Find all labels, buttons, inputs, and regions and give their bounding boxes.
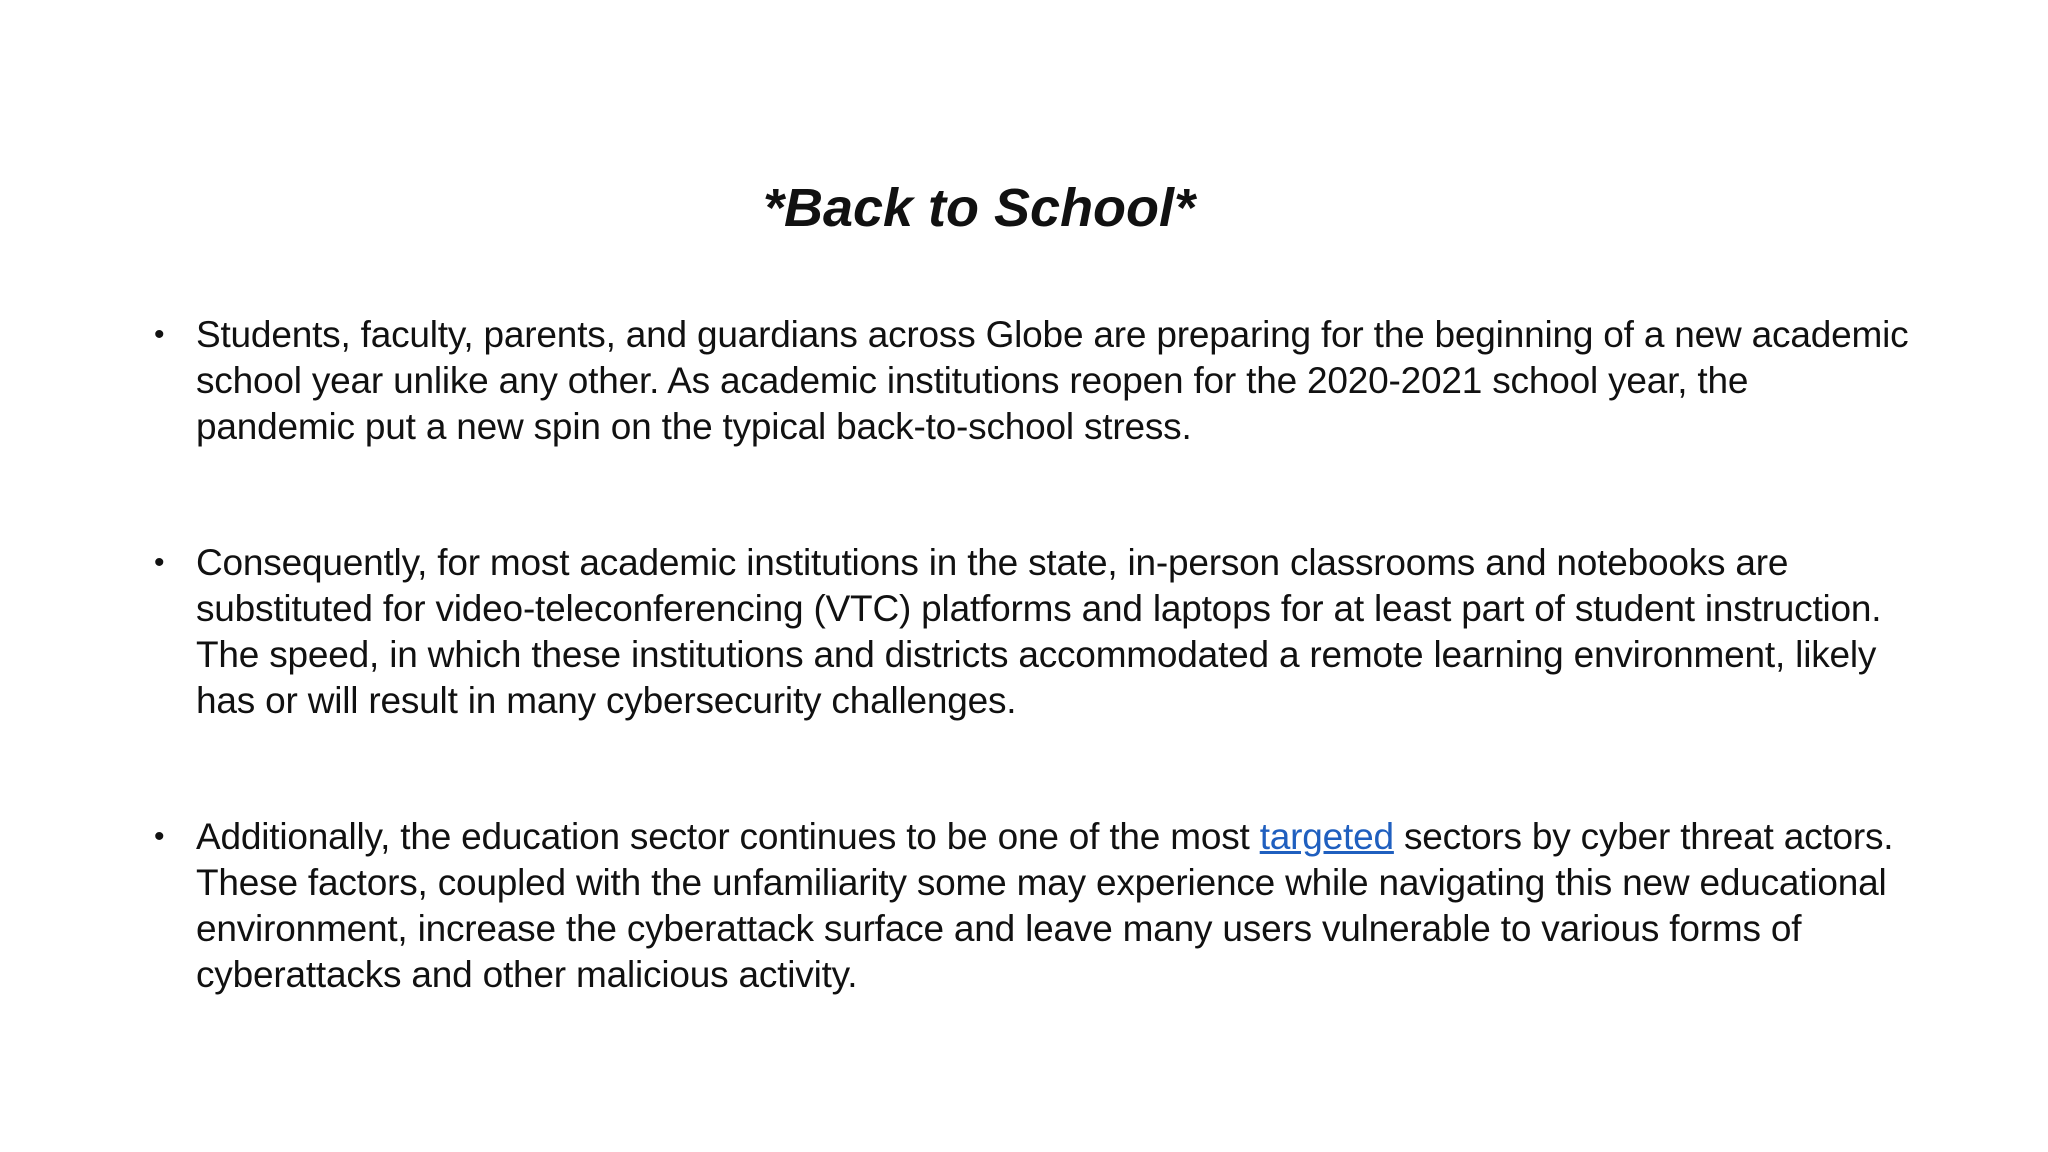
bullet-item-3: [154, 814, 1914, 998]
bullet-text-before-link: Additionally, the education sector continues to be one of the most: [196, 816, 1260, 857]
bullet-text-after-link: sectors by cyber threat actors. These factors, coupled with the unfamiliarity some may experience while navigating this new educational environment, increase the cyberattack surface and leave many users vulnerable to various forms of cyberattacks and other malicious activity.: [196, 816, 1894, 995]
targeted-link[interactable]: targeted: [1259, 816, 1394, 857]
bullet-text: Students, faculty, parents, and guardians across Globe are preparing for the beginning of a new academic school year unlike any other. As academic institutions reopen for the 2020-2021 school year, the pandemic put a new spin on the typical back-to-school stress.: [196, 314, 1909, 447]
bullet-item-2: [154, 540, 1914, 724]
bullet-icon: •: [154, 546, 165, 579]
bullet-item-1: [154, 312, 1914, 450]
bullet-list: [154, 312, 1914, 998]
bullet-icon: •: [154, 820, 165, 853]
bullet-icon: •: [154, 318, 165, 351]
slide-title: *Back to School*: [762, 178, 1196, 238]
bullet-text: Consequently, for most academic institutions in the state, in-person classrooms and notebooks are substituted for video-teleconferencing (VTC) platforms and laptops for at least part of student instruction. The speed, in which these institutions and districts accommodated a remote learning environment, likely has or will result in many cybersecurity challenges.: [196, 542, 1882, 721]
